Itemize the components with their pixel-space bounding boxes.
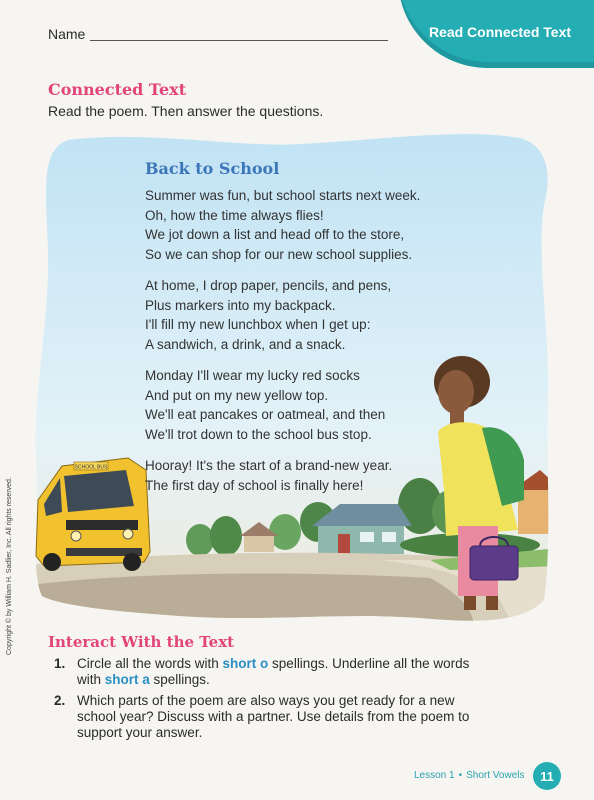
question-text-part: spellings. Underline all the words with (77, 656, 470, 687)
copyright-notice: Copyright © by William H. Sadlier, Inc. All rights reserved. (6, 477, 13, 655)
poem-line: Oh, how the time always flies! (145, 207, 324, 223)
poem-line: We'll eat pancakes or oatmeal, and then (145, 407, 386, 422)
poem-line: Summer was fun, but school starts next week. (145, 188, 421, 203)
poem-line: Plus markers into my backpack. (145, 297, 336, 313)
question-number: 2. (54, 693, 66, 708)
highlight-short-a: short a (104, 672, 150, 687)
question-1 (54, 656, 494, 688)
footer-lesson-label: Lesson 1 (414, 770, 455, 781)
poem-line: So we can shop for our new school supplies. (145, 246, 413, 262)
poem-line: Monday I'll wear my lucky red socks (145, 368, 360, 383)
poem-line: At home, I drop paper, pencils, and pens, (145, 278, 392, 293)
question-number: 1. (54, 656, 66, 671)
poem-stanza-4 (145, 456, 392, 495)
poem-line: And put on my new yellow top. (145, 387, 329, 403)
section-title: Connected Text (48, 80, 187, 99)
footer-lesson (414, 770, 524, 781)
poem-line: A sandwich, a drink, and a snack. (145, 336, 346, 352)
lesson-tab-label: Read Connected Text (428, 24, 572, 40)
poem-stanza-3 (145, 366, 385, 444)
poem-line: We'll trot down to the school bus stop. (145, 426, 372, 442)
poem-line: I'll fill my new lunchbox when I get up: (145, 317, 371, 332)
highlight-short-o: short o (222, 656, 269, 671)
poem-stanza-1 (145, 186, 420, 264)
poem-line: Hooray! It's the start of a brand-new year. (145, 458, 393, 473)
name-label: Name (48, 26, 86, 42)
question-text: Which parts of the poem are also ways you get ready for a new school year? Discuss with a partner. Use details from the poem to support your answer. (77, 693, 470, 740)
poem-stanza-2 (145, 276, 391, 354)
question-text (77, 656, 494, 688)
interact-title: Interact With the Text (48, 633, 235, 651)
question-text-part: Circle all the words with (77, 656, 223, 671)
poem-line: We jot down a list and head off to the store, (145, 227, 405, 242)
poem-title: Back to School (145, 159, 280, 178)
footer-bullet: • (458, 770, 463, 781)
bus-sign: SCHOOL BUS (74, 464, 108, 471)
page-number: 11 (533, 762, 561, 790)
question-2 (54, 693, 494, 741)
poem-line: The first day of school is finally here! (145, 477, 364, 493)
question-text-part: spellings. (149, 672, 210, 687)
footer-topic: Short Vowels (466, 770, 525, 781)
instructions: Read the poem. Then answer the questions. (48, 103, 324, 119)
